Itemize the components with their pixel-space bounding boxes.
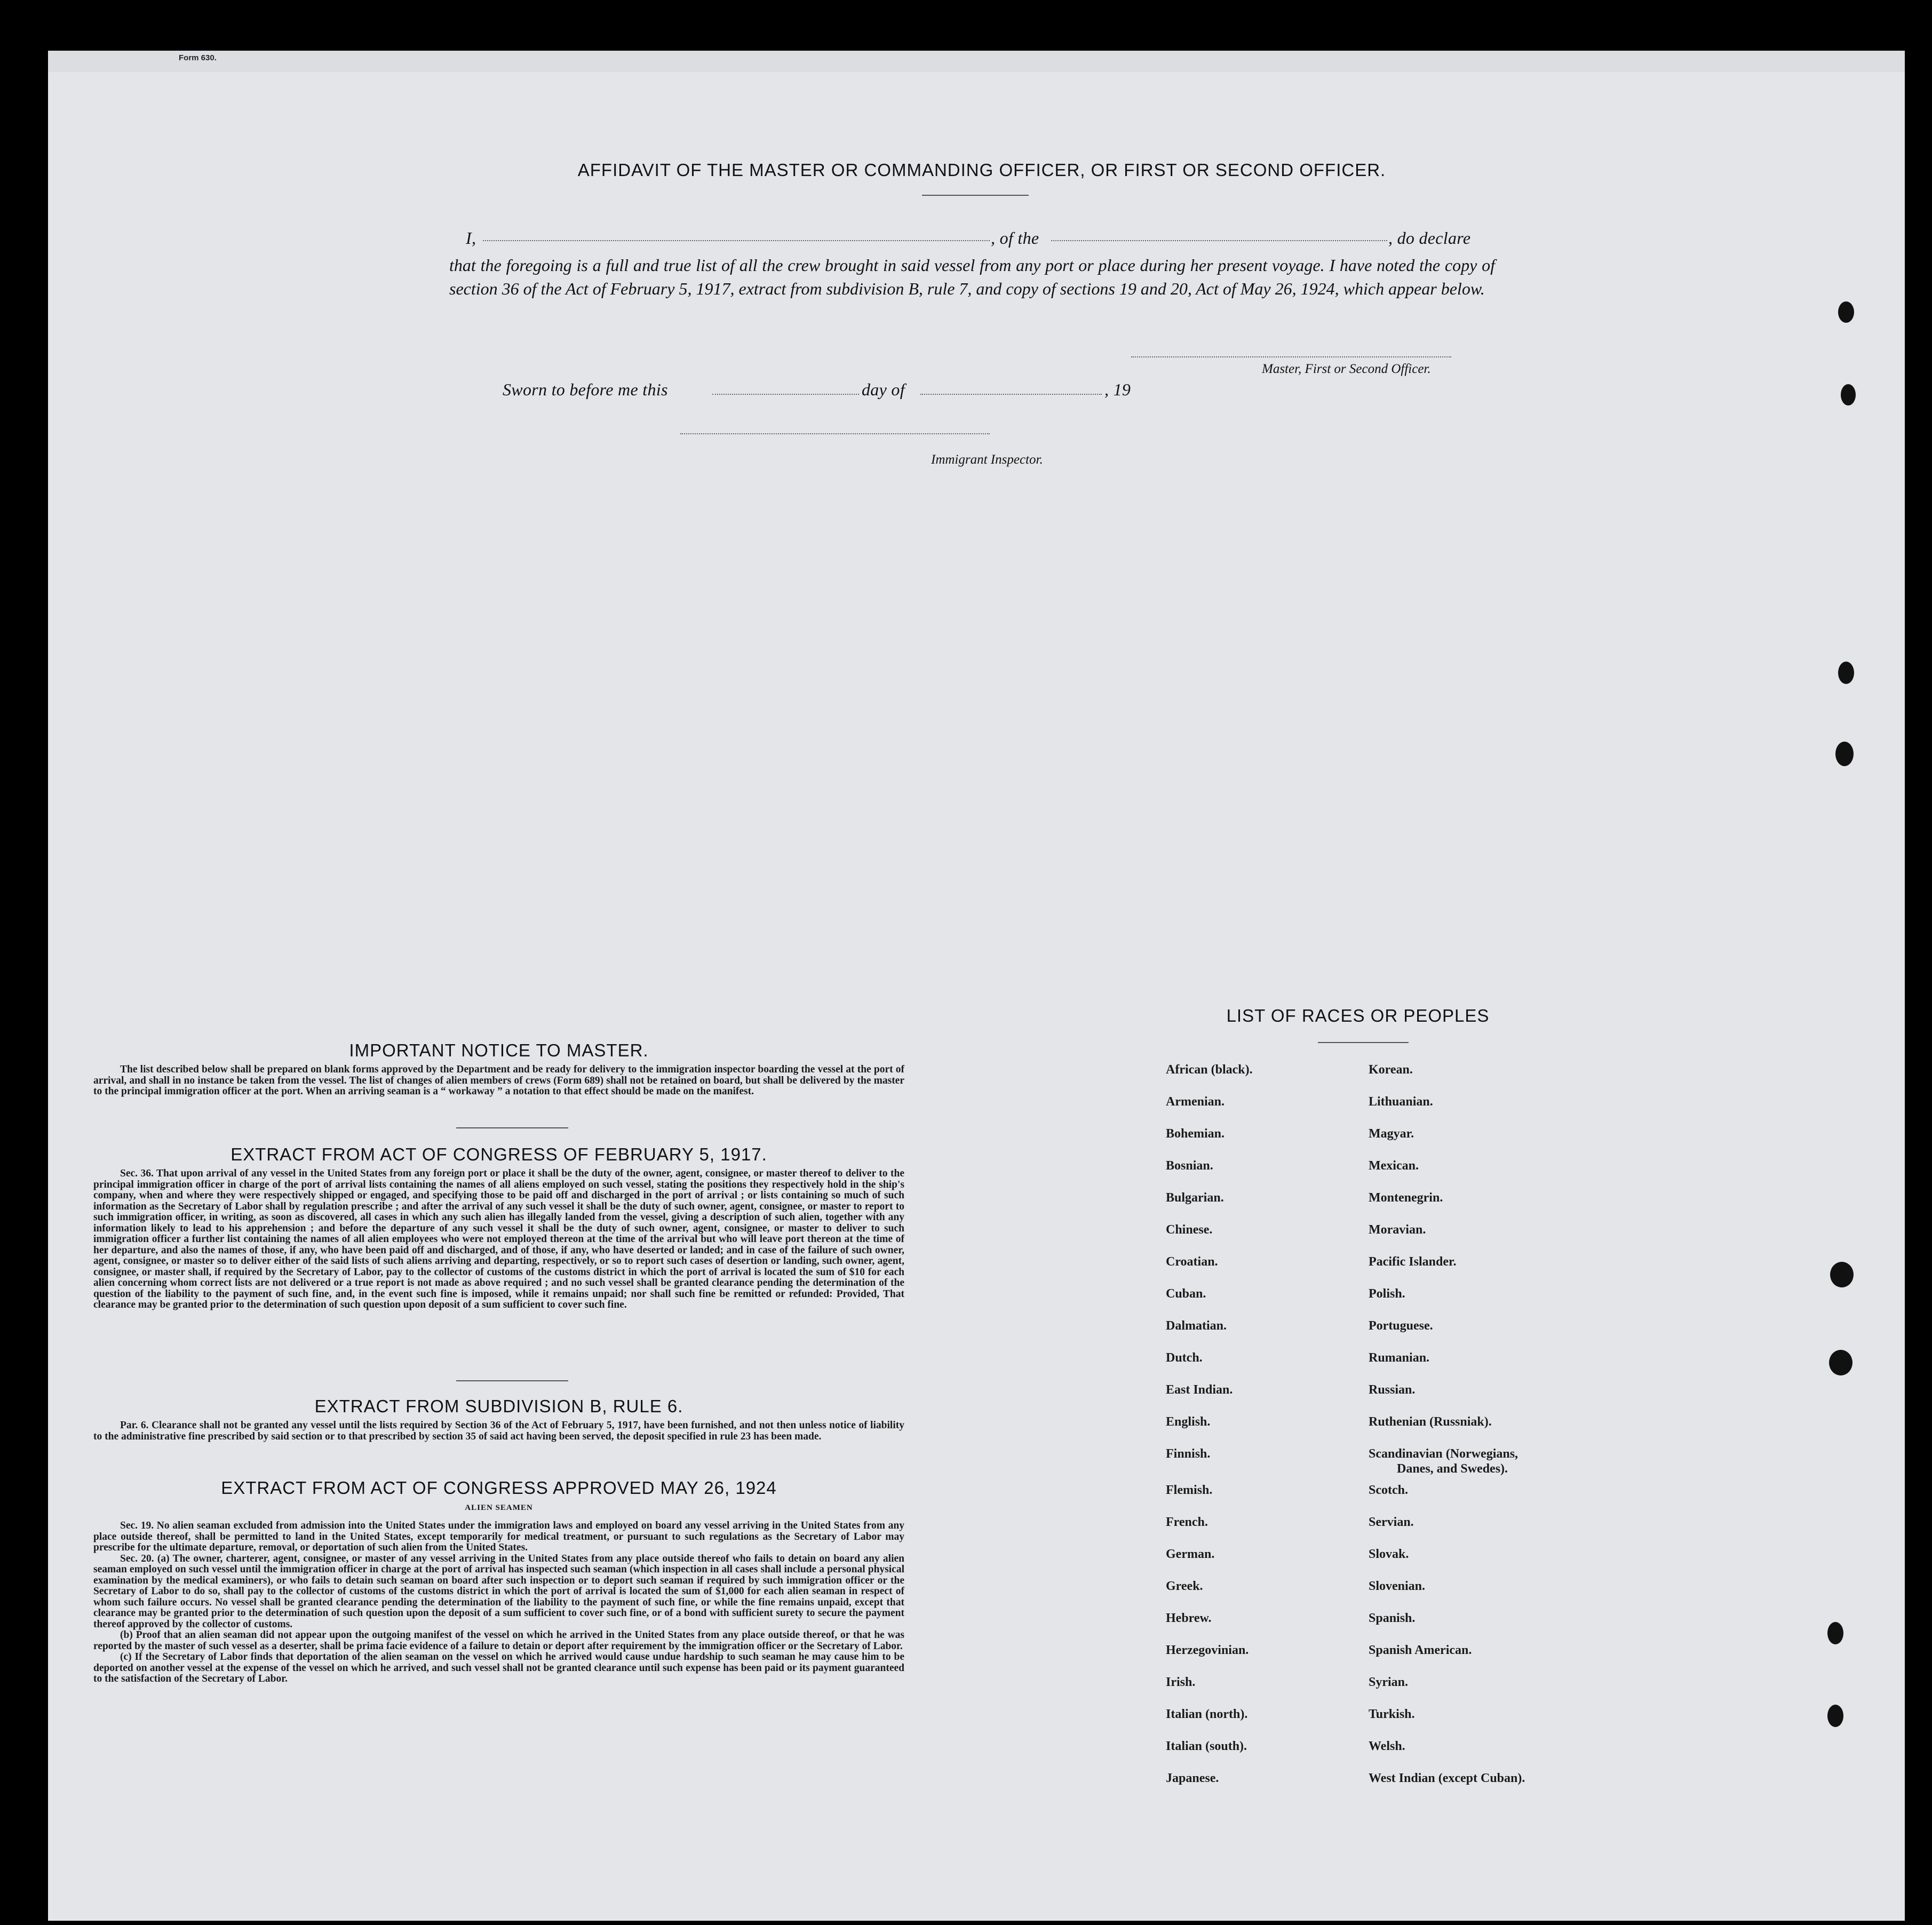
race-item: Slovak.: [1369, 1547, 1409, 1561]
punch-hole: [1838, 301, 1854, 323]
race-item-continuation: Danes, and Swedes).: [1397, 1462, 1508, 1476]
race-item: Chinese.: [1166, 1223, 1213, 1237]
race-item: Welsh.: [1369, 1739, 1405, 1753]
signature-blank: [1131, 356, 1451, 357]
race-item: Russian.: [1369, 1383, 1416, 1397]
race-item: Armenian.: [1166, 1095, 1225, 1109]
race-item: Spanish American.: [1369, 1643, 1472, 1657]
extract-1924-title: EXTRACT FROM ACT OF CONGRESS APPROVED MAY 26, 1924: [221, 1478, 777, 1498]
punch-hole: [1841, 384, 1856, 405]
race-item: Bosnian.: [1166, 1159, 1213, 1173]
race-item: Dalmatian.: [1166, 1319, 1227, 1333]
race-item: Spanish.: [1369, 1611, 1416, 1625]
alien-seamen-subtitle: ALIEN SEAMEN: [465, 1504, 533, 1512]
punch-hole: [1838, 662, 1854, 684]
signature-label: Master, First or Second Officer.: [1262, 362, 1431, 376]
punch-hole: [1827, 1622, 1843, 1644]
divider: [456, 1380, 568, 1381]
race-item: French.: [1166, 1515, 1208, 1529]
race-item: Lithuanian.: [1369, 1095, 1433, 1109]
extract-rule6-body: [93, 1420, 904, 1442]
race-item: Bohemian.: [1166, 1127, 1225, 1141]
punch-hole: [1830, 1262, 1854, 1287]
divider: [922, 195, 1029, 196]
race-item: Polish.: [1369, 1287, 1405, 1301]
race-item: Dutch.: [1166, 1351, 1203, 1365]
race-item: Hebrew.: [1166, 1611, 1212, 1625]
notice-title: IMPORTANT NOTICE TO MASTER.: [349, 1040, 649, 1060]
race-item: German.: [1166, 1547, 1215, 1561]
race-item: West Indian (except Cuban).: [1369, 1771, 1525, 1785]
affidavit-paragraph: that the foregoing is a full and true list of all the crew brought in said vessel from any port or place during her present voyage. I have noted the copy of section 36 of the Act of February 5, 1917, extract from subdivision B, rule 7, and copy of sections 19 and 20, Act of May 26, 1924, which appear below.: [449, 256, 1495, 298]
affidavit-line-end: , do declare: [1388, 228, 1471, 248]
affidavit-line-start: I,: [466, 228, 476, 248]
race-item: Syrian.: [1369, 1675, 1409, 1689]
race-item: Scandinavian (Norwegians,: [1369, 1447, 1518, 1461]
section-36-paragraph: Sec. 36. That upon arrival of any vessel in the United States from any foreign port or place it shall be the duty of the owner, agent, consignee, or master thereof to deliver to the principal immigration officer in charge of the port of arrival lists containing the names of all aliens employed on such vessel, stating the positions they respectively hold in the ship's company, when and where they were respectively shipped or engaged, and specifying those to be paid off and discharged in the port of arrival ; or lists containing so much of such information as the Secretary of Labor shall by regulation prescribe ; and after the arrival of any such vessel it shall be the duty of such owner, agent, consignee, or master to report to such immigration officer, in writing, as soon as discovered, all cases in which any such alien has illegally landed from the vessel, giving a description of such alien, together with any information likely to lead to his apprehension ; and before the departure of any such vessel it shall be the duty of such owner, agent, consignee, or master to deliver to such immigration officer a further list containing the names of all alien employees who were not employed thereon at the time of the arrival but who will leave port thereon at the time of her departure, and also the names of those, if any, who have been paid off and discharged, and of those, if any, who have deserted or landed; and in case of the failure of such owner, agent, consignee, or master so to deliver either of the said lists of such aliens arriving and departing, respectively, or so to report such cases of desertion or landing, such owner, agent, consignee, or master shall, if required by the Secretary of Labor, pay to the collector of customs of the customs district in which the port of arrival is located the sum of $10 for each alien concerning whom correct lists are not delivered or a true report is not made as above required ; and no such vessel shall be granted clearance pending the determination of the question of the liability to the payment of such fine, and, in the event such fine is imposed, while it remains unpaid; nor shall such fine be remitted or refunded: Provided, That clearance may be granted prior to the determination of such question upon deposit of a sum sufficient to cover such fine.: [93, 1168, 904, 1310]
sworn-day-blank: [712, 394, 859, 395]
affidavit-line-mid: , of the: [991, 228, 1039, 248]
divider: [456, 1127, 568, 1128]
race-item: Irish.: [1166, 1675, 1196, 1689]
sworn-text: Sworn to before me this: [503, 380, 668, 399]
race-item: Mexican.: [1369, 1159, 1419, 1173]
notice-paragraph: The list described below shall be prepared on blank forms approved by the Department and be ready for delivery to the immigration inspector boarding the vessel at the port of arrival, and shall in no instance be taken from the vessel. The list of changes of alien members of crews (Form 689) shall not be retained on board, but shall be delivered by the master to the principal immigration officer at the port. When an arriving seaman is a “ workaway ” a notation to that effect should be made on the manifest.: [93, 1064, 904, 1097]
sec-20b-paragraph: (b) Proof that an alien seaman did not appear upon the outgoing manifest of the vessel on which he arrived in the United States from any place outside thereof, or that he was reported by the master of such vessel as a deserter, shall be prima facie evidence of a failure to detain or deport after requirement by the immigration officer or the Secretary of Labor.: [93, 1629, 904, 1652]
vessel-blank: [1051, 240, 1387, 241]
divider: [1318, 1042, 1409, 1043]
extract-1917-body: [93, 1168, 904, 1311]
race-item: Bulgarian.: [1166, 1191, 1224, 1205]
affidavit-title: AFFIDAVIT OF THE MASTER OR COMMANDING OFFICER, OR FIRST OR SECOND OFFICER.: [577, 160, 1386, 180]
race-item: Croatian.: [1166, 1255, 1218, 1269]
race-item: English.: [1166, 1415, 1211, 1429]
race-item: Herzegovinian.: [1166, 1643, 1249, 1657]
sec-19-paragraph: Sec. 19. No alien seaman excluded from admission into the United States under the immigration laws and employed on board any vessel arriving in the United States from any place outside thereof, shall be permitted to land in the United States, except temporarily for medical treatment, or pursuant to such regulations as the Secretary of Labor may prescribe for the ultimate departure, removal, or deportation of such alien from the United States.: [93, 1520, 904, 1553]
extract-rule6-title: EXTRACT FROM SUBDIVISION B, RULE 6.: [314, 1396, 683, 1416]
race-item: Servian.: [1369, 1515, 1414, 1529]
race-item: Korean.: [1369, 1063, 1413, 1077]
extract-1917-title: EXTRACT FROM ACT OF CONGRESS OF FEBRUARY 5, 1917.: [230, 1144, 767, 1164]
sworn-year-label: , 19: [1104, 380, 1131, 399]
punch-hole: [1829, 1350, 1853, 1375]
notice-body: [93, 1064, 904, 1097]
race-item: Rumanian.: [1369, 1351, 1430, 1365]
punch-hole: [1827, 1705, 1843, 1727]
race-item: Magyar.: [1369, 1127, 1414, 1141]
inspector-label: Immigrant Inspector.: [931, 452, 1043, 467]
form-number: Form 630.: [179, 53, 217, 62]
race-item: African (black).: [1166, 1063, 1253, 1077]
races-title: LIST OF RACES OR PEOPLES: [1226, 1006, 1490, 1025]
race-item: Scotch.: [1369, 1483, 1408, 1497]
race-item: Finnish.: [1166, 1447, 1211, 1461]
name-blank: [483, 240, 990, 241]
race-item: Italian (south).: [1166, 1739, 1247, 1753]
race-item: East Indian.: [1166, 1383, 1233, 1397]
race-item: Greek.: [1166, 1579, 1203, 1593]
race-item: Italian (north).: [1166, 1707, 1248, 1721]
extract-1924-body: [93, 1521, 904, 1685]
race-item: Flemish.: [1166, 1483, 1213, 1497]
sworn-month-blank: [920, 394, 1102, 395]
race-item: Portuguese.: [1369, 1319, 1433, 1333]
race-item: Cuban.: [1166, 1287, 1206, 1301]
race-item: Pacific Islander.: [1369, 1255, 1457, 1269]
race-item: Japanese.: [1166, 1771, 1219, 1785]
sworn-day-label: day of: [862, 380, 905, 399]
race-item: Slovenian.: [1369, 1579, 1426, 1593]
sec-20c-paragraph: (c) If the Secretary of Labor finds that deportation of the alien seaman on the vessel on which he arrived would cause undue hardship to such seaman he may cause him to be deported on another vessel at the expense of the vessel on which he arrived, and such vessel shall not be granted clearance until such expense has been paid or its payment guaranteed to the satisfaction of the Secretary of Labor.: [93, 1651, 904, 1684]
race-item: Montenegrin.: [1369, 1191, 1443, 1205]
sec-20a-paragraph: Sec. 20. (a) The owner, charterer, agent, consignee, or master of any vessel arriving in the United States from any place outside thereof who fails to detain on board any alien seaman employed on such vessel until the immigration officer in charge at the port of arrival has inspected such seaman (which inspection in all cases shall include a personal physical examination by the medical examiners), or who fails to detain such seaman on board after such inspection or to deport such seaman if required by such immigration officer or the Secretary of Labor to do so, shall pay to the collector of customs of the customs district in which the port of arrival is located the sum of $1,000 for each alien seaman in respect of whom such failure occurs. No vessel shall be granted clearance pending the determination of the liability to the payment of such fine, or while the fine remains unpaid, except that clearance may be granted prior to the determination of such question upon the deposit of a sum sufficient to cover such fine, or of a bond with sufficient surety to secure the payment thereof approved by the collector of customs.: [93, 1553, 904, 1630]
race-item: Ruthenian (Russniak).: [1369, 1415, 1492, 1429]
inspector-signature-blank: [680, 433, 990, 434]
race-item: Moravian.: [1369, 1223, 1426, 1237]
par-6-paragraph: Par. 6. Clearance shall not be granted any vessel until the lists required by Section 36 of the Act of February 5, 1917, have been furnished, and not then unless notice of liability to the administrative fine prescribed by said section or to that prescribed by section 35 of said act having been served, the deposit specified in rule 23 has been made.: [93, 1420, 904, 1442]
race-item: Turkish.: [1369, 1707, 1415, 1721]
punch-hole: [1835, 742, 1854, 766]
